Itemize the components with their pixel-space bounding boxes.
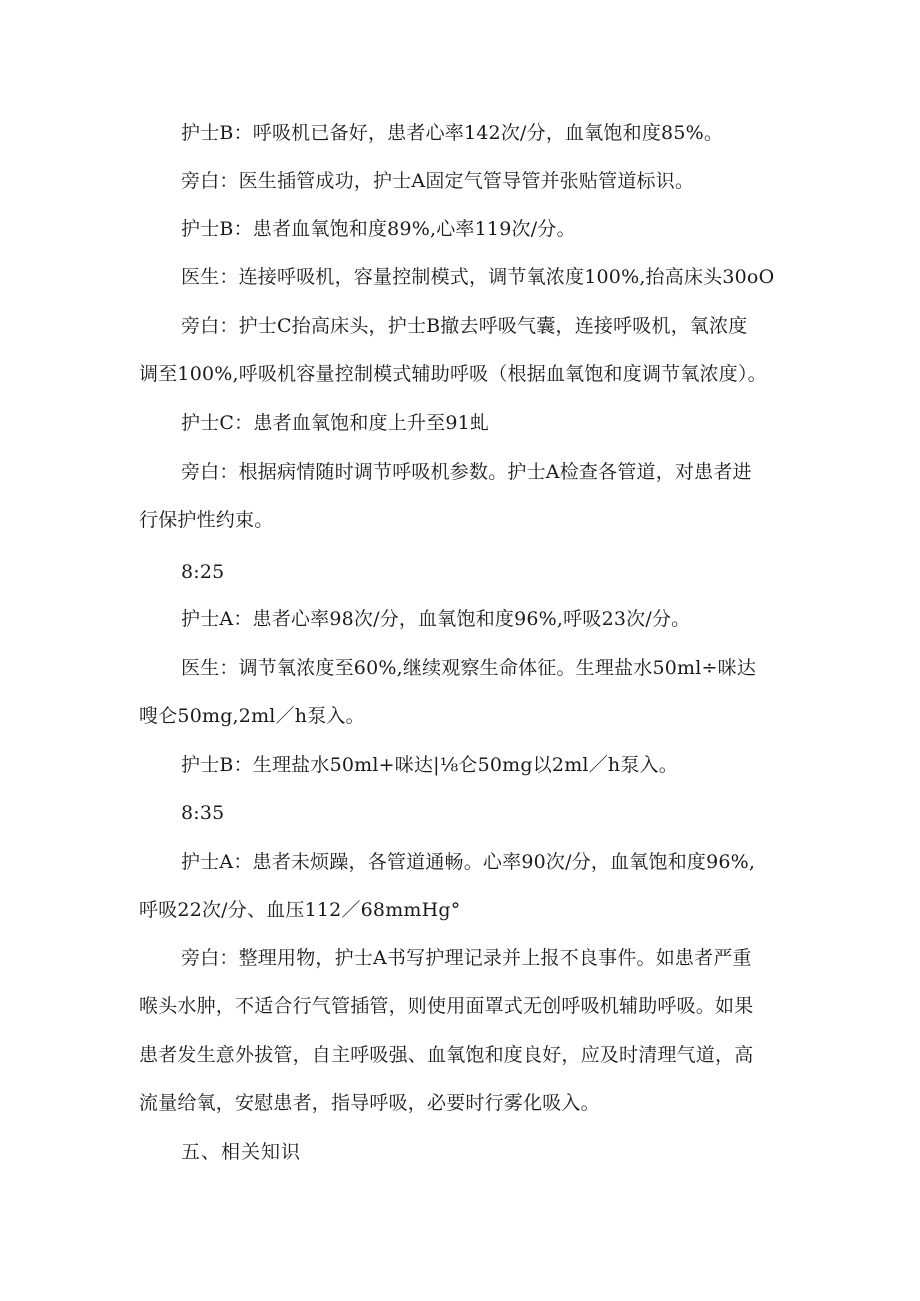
paragraph-line: 医生：连接呼吸机，容量控制模式，调节氧浓度100%,抬高床头30oO <box>181 266 775 288</box>
section-heading: 五、相关知识 <box>181 1141 302 1163</box>
paragraph-line: 护士B：呼吸机已备好，患者心率142次/分，血氧饱和度85%。 <box>181 122 724 144</box>
paragraph-line: 护士A：患者心率98次/分，血氧饱和度96%,呼吸23次/分。 <box>181 608 691 630</box>
paragraph-line: 喉头水肿，不适合行气管插管，则使用面罩式无创呼吸机辅助呼吸。如果 <box>139 995 754 1017</box>
paragraph-line: 旁白：根据病情随时调节呼吸机参数。护士A检查各管道，对患者进 <box>181 461 752 483</box>
paragraph-line: 旁白：医生插管成功，护士A固定气管导管并张贴管道标识。 <box>181 170 695 192</box>
paragraph-line: 呼吸22次/分、血压112／68mmHg° <box>139 899 461 921</box>
paragraph-line: 嗖仑50mg,2ml／h泵入。 <box>139 705 365 727</box>
paragraph-line: 旁白：整理用物，护士A书写护理记录并上报不良事件。如患者严重 <box>181 947 752 969</box>
paragraph-line: 护士C：患者血氧饱和度上升至91虬 <box>181 412 490 434</box>
paragraph-line: 医生：调节氧浓度至60%,继续观察生命体征。生理盐水50ml÷咪达 <box>181 657 757 679</box>
paragraph-line: 旁白：护士C抬高床头，护士B撤去呼吸气囊，连接呼吸机，氧浓度 <box>181 315 748 337</box>
paragraph-line: 护士B：患者血氧饱和度89%,心率119次/分。 <box>181 218 576 240</box>
paragraph-line: 护士B：生理盐水50ml+咪达|⅛仑50mg以2ml／h泵入。 <box>181 754 678 776</box>
timestamp: 8:25 <box>181 561 225 583</box>
paragraph-line: 行保护性约束。 <box>139 509 274 531</box>
paragraph-line: 流量给氧，安慰患者，指导呼吸，必要时行雾化吸入。 <box>139 1092 600 1114</box>
paragraph-line: 调至100%,呼吸机容量控制模式辅助呼吸（根据血氧饱和度调节氧浓度）。 <box>139 363 767 385</box>
paragraph-line: 护士A：患者未烦躁，各管道通畅。心率90次/分，血氧饱和度96%, <box>181 851 756 873</box>
timestamp: 8:35 <box>181 802 225 824</box>
paragraph-line: 患者发生意外拔管，自主呼吸强、血氧饱和度良好，应及时清理气道，高 <box>139 1044 754 1066</box>
